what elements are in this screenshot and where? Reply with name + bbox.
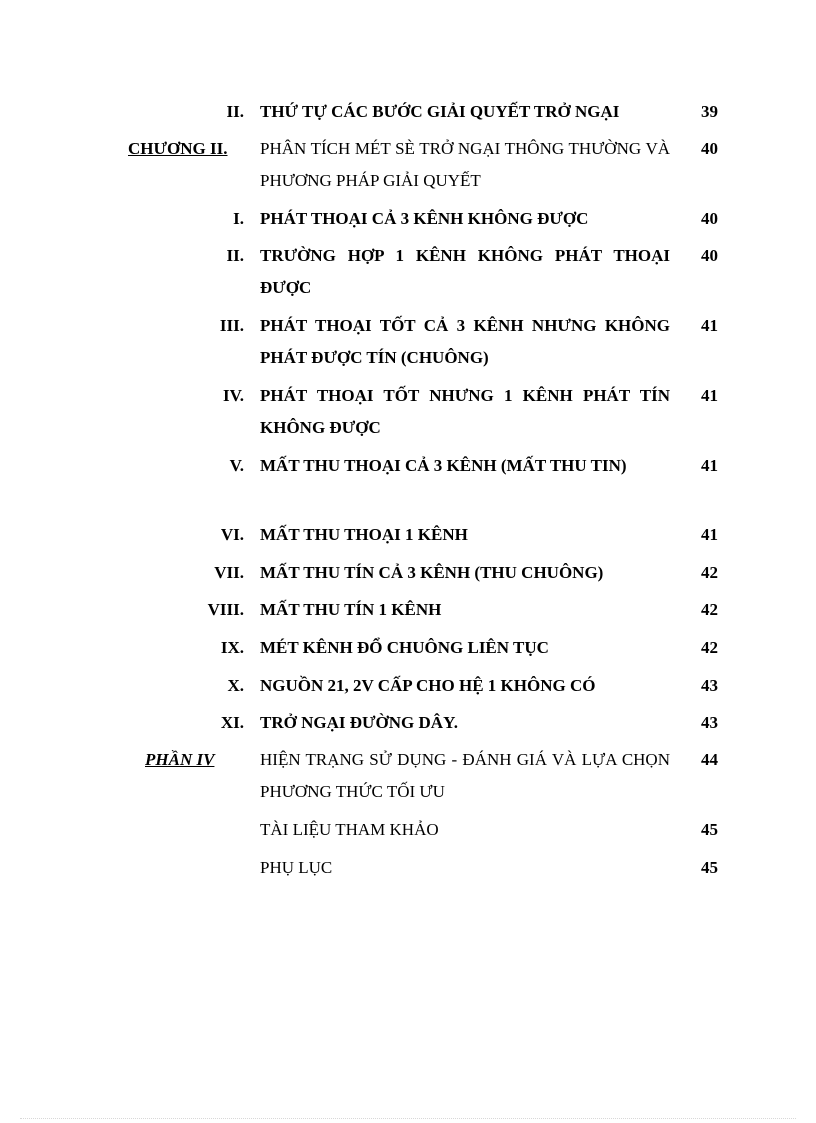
entry-page-number: 41 — [701, 386, 718, 405]
entry-number: II. — [226, 246, 244, 265]
entry-page-number: 43 — [701, 713, 718, 732]
entry-title: PHÁT THOẠI TỐT NHƯNG 1 KÊNH PHÁT TÍN KHÔNG ĐƯỢC — [260, 386, 670, 437]
entry-page-number: 40 — [701, 246, 718, 265]
entry-page-number: 40 — [701, 139, 718, 158]
entry-title: MẤT THU THOẠI CẢ 3 KÊNH (MẤT THU TIN) — [260, 456, 627, 475]
entry-page-number: 42 — [701, 563, 718, 582]
entry-number: II. — [226, 102, 244, 121]
entry-title: MẤT THU THOẠI 1 KÊNH — [260, 525, 468, 544]
entry-page-number: 41 — [701, 525, 718, 544]
entry-title: NGUỒN 21, 2V CẤP CHO HỆ 1 KHÔNG CÓ — [260, 676, 596, 695]
entry-title: PHÁT THOẠI TỐT CẢ 3 KÊNH NHƯNG KHÔNG PHÁT ĐƯỢC TÍN (CHUÔNG) — [260, 316, 670, 367]
entry-title: PHỤ LỤC — [260, 858, 333, 877]
page-footer-divider — [20, 1118, 796, 1119]
entry-title: MẤT THU TÍN CẢ 3 KÊNH (THU CHUÔNG) — [260, 563, 604, 582]
entry-title: MẤT THU TÍN 1 KÊNH — [260, 600, 442, 619]
entry-page-number: 44 — [701, 750, 718, 769]
entry-title: MÉT KÊNH ĐỔ CHUÔNG LIÊN TỤC — [260, 638, 549, 657]
part-label: PHẦN IV — [145, 750, 215, 769]
entry-page-number: 45 — [701, 858, 718, 877]
entry-number: VIII. — [207, 600, 244, 619]
entry-number: XI. — [220, 713, 244, 732]
entry-number: VI. — [220, 525, 244, 544]
entry-title: TÀI LIỆU THAM KHẢO — [260, 820, 439, 839]
entry-title: TRỞ NGẠI ĐƯỜNG DÂY. — [260, 713, 459, 732]
entry-number: III. — [219, 316, 244, 335]
entry-number: X. — [227, 676, 244, 695]
entry-title: PHÁT THOẠI CẢ 3 KÊNH KHÔNG ĐƯỢC — [260, 209, 589, 228]
entry-number: IV. — [223, 386, 244, 405]
entry-title: PHÂN TÍCH MÉT SÈ TRỞ NGẠI THÔNG THƯỜNG VÀ PHƯƠNG PHÁP GIẢI QUYẾT — [260, 139, 670, 190]
entry-number: VII. — [214, 563, 244, 582]
entry-page-number: 45 — [701, 820, 718, 839]
entry-title: HIỆN TRẠNG SỬ DỤNG - ĐÁNH GIÁ VÀ LỰA CHỌN PHƯƠNG THỨC TỐI ƯU — [260, 750, 670, 801]
entry-page-number: 41 — [701, 316, 718, 335]
entry-number: IX. — [220, 638, 244, 657]
entry-title: THỨ TỰ CÁC BƯỚC GIẢI QUYẾT TRỞ NGẠI — [260, 102, 620, 121]
entry-page-number: 40 — [701, 209, 718, 228]
entry-page-number: 42 — [701, 600, 718, 619]
entry-page-number: 39 — [701, 102, 718, 121]
entry-title: TRƯỜNG HỢP 1 KÊNH KHÔNG PHÁT THOẠI ĐƯỢC — [260, 246, 670, 297]
entry-page-number: 42 — [701, 638, 718, 657]
entry-page-number: 43 — [701, 676, 718, 695]
entry-number: I. — [233, 209, 244, 228]
entry-page-number: 41 — [701, 456, 718, 475]
chapter-label: CHƯƠNG II. — [128, 139, 228, 158]
entry-number: V. — [229, 456, 244, 475]
